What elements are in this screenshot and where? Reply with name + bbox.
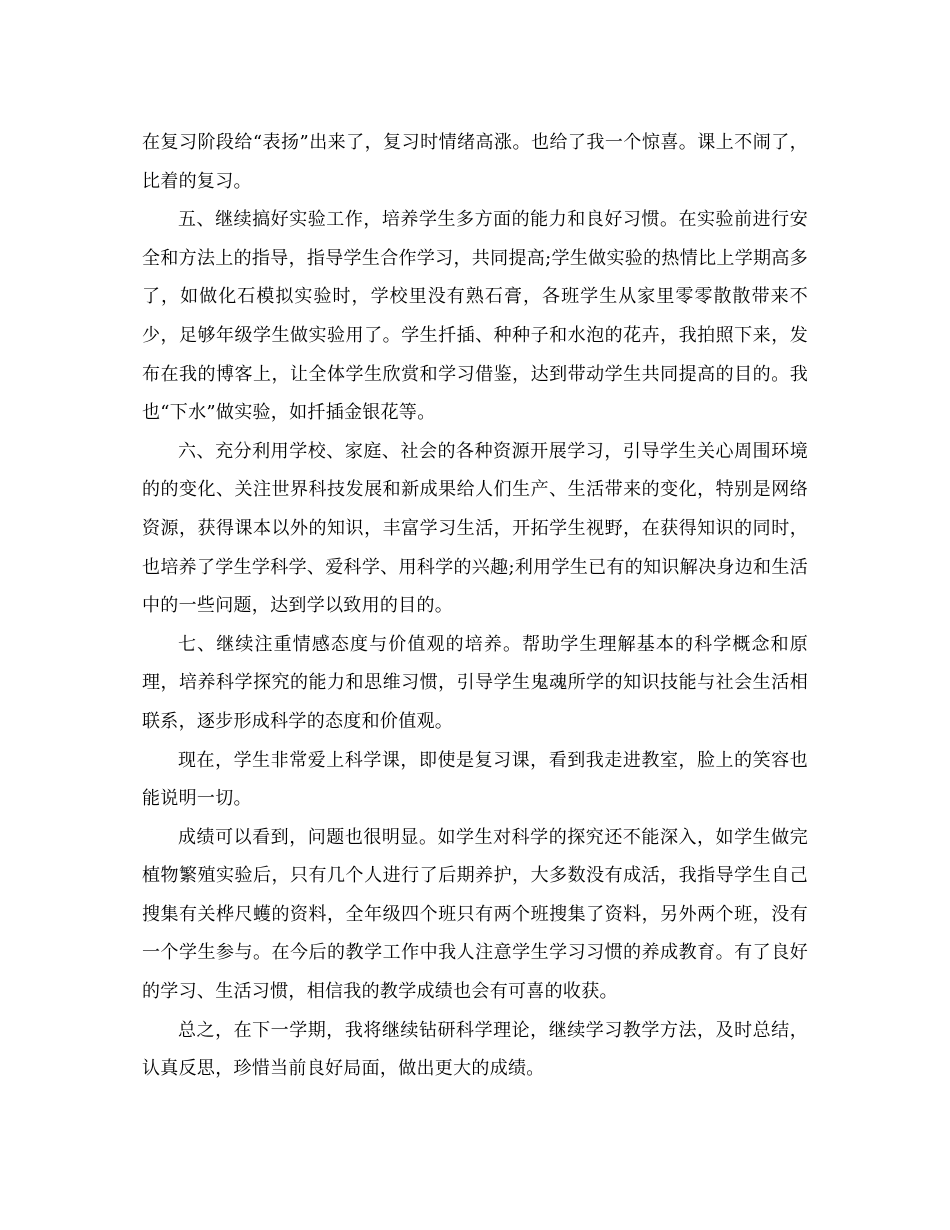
document-body: [142, 124, 808, 1089]
paragraph-now: 现在，学生非常爱上科学课，即使是复习课，看到我走进教室，脸上的笑容也能说明一切。: [142, 749, 808, 810]
paragraph-values: 七、继续注重情感态度与价值观的培养。帮助学生理解基本的科学概念和原理，培养科学探究的能力和思维习惯，引导学生鬼魂所学的知识技能与社会生活相联系，逐步形成科学的态度和价值观。: [142, 633, 808, 732]
paragraph-problems: 成绩可以看到，问题也很明显。如学生对科学的探究还不能深入，如学生做完植物繁殖实验后，只有几个人进行了后期养护，大多数没有成活，我指导学生自己搜集有关桦尺蠖的资料，全年级四个班只有两个班搜集了资料，另外两个班，没有一个学生参与。在今后的教学工作中我人注意学生学习习惯的养成教育。有了良好的学习、生活习惯，相信我的教学成绩也会有可喜的收获。: [142, 826, 808, 1003]
paragraph-experiment-work: 五、继续搞好实验工作，培养学生多方面的能力和良好习惯。在实验前进行安全和方法上的指导，指导学生合作学习，共同提高;学生做实验的热情比上学期高多了，如做化石模拟实验时，学校里没有熟石膏，各班学生从家里零零散散带来不少，足够年级学生做实验用了。学生扦插、种种子和水泡的花卉，我拍照下来，发布在我的博客上，让全体学生欣赏和学习借鉴，达到带动学生共同提高的目的。我也“下水”做实验，如扦插金银花等。: [142, 209, 808, 424]
paragraph-continuation: 在复习阶段给“表扬”出来了，复习时情绪高涨。也给了我一个惊喜。课上不闹了，比着的复习。: [142, 132, 808, 192]
paragraph-resources: 六、充分利用学校、家庭、社会的各种资源开展学习，引导学生关心周围环境的的变化、关注世界科技发展和新成果给人们生产、生活带来的变化，特别是网络资源，获得课本以外的知识，丰富学习生活，开拓学生视野，在获得知识的同时，也培养了学生学科学、爱科学、用科学的兴趣;利用学生已有的知识解决身边和生活中的一些问题，达到学以致用的目的。: [142, 440, 808, 617]
paragraph-conclusion: 总之，在下一学期，我将继续钻研科学理论，继续学习教学方法，及时总结，认真反思，珍惜当前良好局面，做出更大的成绩。: [142, 1019, 808, 1080]
